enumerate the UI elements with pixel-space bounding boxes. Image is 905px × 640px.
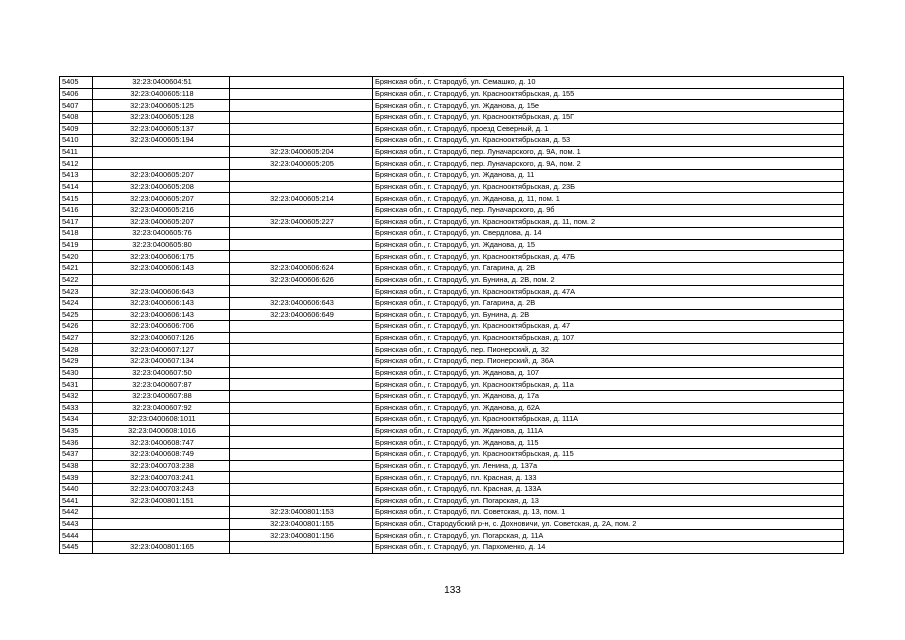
related-cadastral-number-cell: 32:23:0400605:205 xyxy=(230,158,373,170)
related-cadastral-number-cell xyxy=(230,228,373,240)
related-cadastral-number-cell xyxy=(230,239,373,251)
row-number-cell: 5443 xyxy=(60,518,93,530)
related-cadastral-number-cell xyxy=(230,286,373,298)
table-row xyxy=(60,309,844,321)
row-number-cell: 5414 xyxy=(60,181,93,193)
row-number-cell: 5418 xyxy=(60,228,93,240)
cadastral-number-cell: 32:23:0400606:143 xyxy=(93,309,230,321)
related-cadastral-number-cell xyxy=(230,344,373,356)
table-row xyxy=(60,542,844,554)
cadastral-number-cell: 32:23:0400606:643 xyxy=(93,286,230,298)
cadastral-number-cell: 32:23:0400604:51 xyxy=(93,77,230,89)
address-cell: Брянская обл., г. Стародуб, ул. Жданова, д. 11 xyxy=(373,170,844,182)
row-number-cell: 5409 xyxy=(60,123,93,135)
related-cadastral-number-cell xyxy=(230,88,373,100)
address-cell: Брянская обл., г. Стародуб, ул. Жданова, д. 111А xyxy=(373,425,844,437)
row-number-cell: 5438 xyxy=(60,460,93,472)
related-cadastral-number-cell xyxy=(230,402,373,414)
address-cell: Брянская обл., г. Стародуб, ул. Пархоменко, д. 14 xyxy=(373,542,844,554)
cadastral-number-cell: 32:23:0400703:238 xyxy=(93,460,230,472)
address-cell: Брянская обл., г. Стародуб, пл. Советская, д. 13, пом. 1 xyxy=(373,507,844,519)
table-row xyxy=(60,170,844,182)
address-cell: Брянская обл., г. Стародуб, пер. Луначарского, д. 9А, пом. 2 xyxy=(373,158,844,170)
address-cell: Брянская обл., г. Стародуб, ул. Краснооктябрьская, д. 47 xyxy=(373,321,844,333)
address-cell: Брянская обл., г. Стародуб, ул. Гагарина, д. 2В xyxy=(373,297,844,309)
address-cell: Брянская обл., г. Стародуб, ул. Жданова, д. 17а xyxy=(373,390,844,402)
cadastral-number-cell: 32:23:0400606:175 xyxy=(93,251,230,263)
related-cadastral-number-cell xyxy=(230,379,373,391)
related-cadastral-number-cell xyxy=(230,390,373,402)
cadastral-number-cell: 32:23:0400608:749 xyxy=(93,449,230,461)
row-number-cell: 5420 xyxy=(60,251,93,263)
address-cell: Брянская обл., г. Стародуб, ул. Свердлова, д. 14 xyxy=(373,228,844,240)
address-cell: Брянская обл., г. Стародуб, ул. Краснооктябрьская, д. 11, пом. 2 xyxy=(373,216,844,228)
row-number-cell: 5434 xyxy=(60,414,93,426)
cadastral-number-cell xyxy=(93,146,230,158)
row-number-cell: 5445 xyxy=(60,542,93,554)
address-cell: Брянская обл., г. Стародуб, пер. Пионерский, д. 36А xyxy=(373,356,844,368)
cadastral-register-table xyxy=(59,76,844,554)
related-cadastral-number-cell: 32:23:0400606:626 xyxy=(230,274,373,286)
table-row xyxy=(60,356,844,368)
related-cadastral-number-cell xyxy=(230,356,373,368)
row-number-cell: 5433 xyxy=(60,402,93,414)
row-number-cell: 5441 xyxy=(60,495,93,507)
cadastral-number-cell: 32:23:0400607:50 xyxy=(93,367,230,379)
address-cell: Брянская обл., г. Стародуб, ул. Жданова, д. 107 xyxy=(373,367,844,379)
row-number-cell: 5410 xyxy=(60,135,93,147)
cadastral-number-cell xyxy=(93,274,230,286)
table-row xyxy=(60,216,844,228)
related-cadastral-number-cell xyxy=(230,542,373,554)
cadastral-number-cell: 32:23:0400607:126 xyxy=(93,332,230,344)
related-cadastral-number-cell xyxy=(230,449,373,461)
cadastral-number-cell xyxy=(93,158,230,170)
related-cadastral-number-cell xyxy=(230,425,373,437)
row-number-cell: 5421 xyxy=(60,263,93,275)
row-number-cell: 5405 xyxy=(60,77,93,89)
cadastral-number-cell: 32:23:0400605:207 xyxy=(93,170,230,182)
cadastral-number-cell: 32:23:0400608:1011 xyxy=(93,414,230,426)
row-number-cell: 5411 xyxy=(60,146,93,158)
cadastral-number-cell: 32:23:0400606:143 xyxy=(93,263,230,275)
table-row xyxy=(60,518,844,530)
address-cell: Брянская обл., г. Стародуб, ул. Краснооктябрьская, д. 11а xyxy=(373,379,844,391)
address-cell: Брянская обл., г. Стародуб, ул. Жданова, д. 115 xyxy=(373,437,844,449)
cadastral-number-cell: 32:23:0400801:165 xyxy=(93,542,230,554)
related-cadastral-number-cell xyxy=(230,495,373,507)
related-cadastral-number-cell: 32:23:0400606:624 xyxy=(230,263,373,275)
related-cadastral-number-cell xyxy=(230,437,373,449)
address-cell: Брянская обл., г. Стародуб, ул. Семашко, д. 10 xyxy=(373,77,844,89)
related-cadastral-number-cell: 32:23:0400801:155 xyxy=(230,518,373,530)
cadastral-number-cell: 32:23:0400703:243 xyxy=(93,483,230,495)
row-number-cell: 5406 xyxy=(60,88,93,100)
table-row xyxy=(60,123,844,135)
address-cell: Брянская обл., г. Стародуб, ул. Гагарина, д. 2В xyxy=(373,263,844,275)
related-cadastral-number-cell: 32:23:0400606:643 xyxy=(230,297,373,309)
table-row xyxy=(60,332,844,344)
address-cell: Брянская обл., г. Стародуб, ул. Бунина, д. 2В, пом. 2 xyxy=(373,274,844,286)
related-cadastral-number-cell: 32:23:0400801:156 xyxy=(230,530,373,542)
table-row xyxy=(60,425,844,437)
cadastral-number-cell: 32:23:0400605:216 xyxy=(93,204,230,216)
related-cadastral-number-cell xyxy=(230,460,373,472)
table-row xyxy=(60,379,844,391)
table-row xyxy=(60,135,844,147)
related-cadastral-number-cell xyxy=(230,251,373,263)
table-row xyxy=(60,100,844,112)
table-row xyxy=(60,251,844,263)
related-cadastral-number-cell: 32:23:0400801:153 xyxy=(230,507,373,519)
address-cell: Брянская обл., г. Стародуб, ул. Краснооктябрьская, д. 23Б xyxy=(373,181,844,193)
row-number-cell: 5435 xyxy=(60,425,93,437)
table-row xyxy=(60,193,844,205)
table-row xyxy=(60,437,844,449)
row-number-cell: 5416 xyxy=(60,204,93,216)
cadastral-number-cell: 32:23:0400605:208 xyxy=(93,181,230,193)
address-cell: Брянская обл., г. Стародуб, ул. Краснооктябрьская, д. 111А xyxy=(373,414,844,426)
table-row xyxy=(60,460,844,472)
address-cell: Брянская обл., Стародубский р-н, с. Дохновичи, ул. Советская, д. 2А, пом. 2 xyxy=(373,518,844,530)
related-cadastral-number-cell xyxy=(230,123,373,135)
cadastral-number-cell: 32:23:0400607:88 xyxy=(93,390,230,402)
cadastral-number-cell: 32:23:0400606:143 xyxy=(93,297,230,309)
address-cell: Брянская обл., г. Стародуб, ул. Ленина, д. 137а xyxy=(373,460,844,472)
row-number-cell: 5412 xyxy=(60,158,93,170)
related-cadastral-number-cell xyxy=(230,100,373,112)
cadastral-number-cell: 32:23:0400605:128 xyxy=(93,111,230,123)
related-cadastral-number-cell: 32:23:0400606:649 xyxy=(230,309,373,321)
table-row xyxy=(60,321,844,333)
cadastral-number-cell: 32:23:0400605:137 xyxy=(93,123,230,135)
related-cadastral-number-cell xyxy=(230,170,373,182)
cadastral-number-cell xyxy=(93,507,230,519)
row-number-cell: 5427 xyxy=(60,332,93,344)
cadastral-number-cell: 32:23:0400605:80 xyxy=(93,239,230,251)
table-row xyxy=(60,297,844,309)
row-number-cell: 5442 xyxy=(60,507,93,519)
address-cell: Брянская обл., г. Стародуб, ул. Жданова, д. 15 xyxy=(373,239,844,251)
related-cadastral-number-cell xyxy=(230,135,373,147)
cadastral-number-cell: 32:23:0400607:87 xyxy=(93,379,230,391)
row-number-cell: 5431 xyxy=(60,379,93,391)
row-number-cell: 5413 xyxy=(60,170,93,182)
table-row xyxy=(60,483,844,495)
related-cadastral-number-cell xyxy=(230,181,373,193)
cadastral-number-cell: 32:23:0400607:92 xyxy=(93,402,230,414)
cadastral-number-cell: 32:23:0400605:194 xyxy=(93,135,230,147)
address-cell: Брянская обл., г. Стародуб, ул. Краснооктябрьская, д. 155 xyxy=(373,88,844,100)
related-cadastral-number-cell xyxy=(230,472,373,484)
cadastral-number-cell: 32:23:0400801:151 xyxy=(93,495,230,507)
cadastral-number-cell: 32:23:0400605:118 xyxy=(93,88,230,100)
table-row xyxy=(60,239,844,251)
cadastral-number-cell xyxy=(93,518,230,530)
row-number-cell: 5430 xyxy=(60,367,93,379)
table-row xyxy=(60,530,844,542)
row-number-cell: 5407 xyxy=(60,100,93,112)
cadastral-number-cell: 32:23:0400608:1016 xyxy=(93,425,230,437)
table-row xyxy=(60,263,844,275)
row-number-cell: 5419 xyxy=(60,239,93,251)
related-cadastral-number-cell xyxy=(230,367,373,379)
row-number-cell: 5408 xyxy=(60,111,93,123)
related-cadastral-number-cell: 32:23:0400605:227 xyxy=(230,216,373,228)
related-cadastral-number-cell xyxy=(230,414,373,426)
table-row xyxy=(60,507,844,519)
table-row xyxy=(60,390,844,402)
row-number-cell: 5417 xyxy=(60,216,93,228)
table-row xyxy=(60,111,844,123)
row-number-cell: 5426 xyxy=(60,321,93,333)
row-number-cell: 5428 xyxy=(60,344,93,356)
table-row xyxy=(60,367,844,379)
table-row xyxy=(60,77,844,89)
table-row xyxy=(60,495,844,507)
related-cadastral-number-cell: 32:23:0400605:204 xyxy=(230,146,373,158)
address-cell: Брянская обл., г. Стародуб, ул. Жданова, д. 11, пом. 1 xyxy=(373,193,844,205)
table-row xyxy=(60,402,844,414)
row-number-cell: 5415 xyxy=(60,193,93,205)
table-row xyxy=(60,414,844,426)
cadastral-number-cell: 32:23:0400605:207 xyxy=(93,193,230,205)
address-cell: Брянская обл., г. Стародуб, проезд Северный, д. 1 xyxy=(373,123,844,135)
address-cell: Брянская обл., г. Стародуб, пер. Луначарского, д. 9А, пом. 1 xyxy=(373,146,844,158)
table-row xyxy=(60,344,844,356)
address-cell: Брянская обл., г. Стародуб, ул. Краснооктябрьская, д. 115 xyxy=(373,449,844,461)
cadastral-number-cell: 32:23:0400606:706 xyxy=(93,321,230,333)
row-number-cell: 5436 xyxy=(60,437,93,449)
related-cadastral-number-cell xyxy=(230,483,373,495)
cadastral-number-cell xyxy=(93,530,230,542)
table-row xyxy=(60,274,844,286)
row-number-cell: 5439 xyxy=(60,472,93,484)
table-row xyxy=(60,472,844,484)
table-row xyxy=(60,449,844,461)
related-cadastral-number-cell xyxy=(230,111,373,123)
address-cell: Брянская обл., г. Стародуб, пл. Красная, д. 133А xyxy=(373,483,844,495)
related-cadastral-number-cell xyxy=(230,77,373,89)
cadastral-number-cell: 32:23:0400605:76 xyxy=(93,228,230,240)
cadastral-number-cell: 32:23:0400605:207 xyxy=(93,216,230,228)
related-cadastral-number-cell xyxy=(230,321,373,333)
row-number-cell: 5432 xyxy=(60,390,93,402)
table-row xyxy=(60,181,844,193)
address-cell: Брянская обл., г. Стародуб, пл. Красная, д. 133 xyxy=(373,472,844,484)
row-number-cell: 5425 xyxy=(60,309,93,321)
cadastral-number-cell: 32:23:0400607:127 xyxy=(93,344,230,356)
row-number-cell: 5444 xyxy=(60,530,93,542)
cadastral-number-cell: 32:23:0400608:747 xyxy=(93,437,230,449)
address-cell: Брянская обл., г. Стародуб, ул. Краснооктябрьская, д. 47Б xyxy=(373,251,844,263)
row-number-cell: 5422 xyxy=(60,274,93,286)
row-number-cell: 5429 xyxy=(60,356,93,368)
table-row xyxy=(60,204,844,216)
cadastral-number-cell: 32:23:0400605:125 xyxy=(93,100,230,112)
table-row xyxy=(60,88,844,100)
related-cadastral-number-cell xyxy=(230,204,373,216)
address-cell: Брянская обл., г. Стародуб, ул. Жданова, д. 62А xyxy=(373,402,844,414)
address-cell: Брянская обл., г. Стародуб, ул. Погарская, д. 11А xyxy=(373,530,844,542)
table-row xyxy=(60,228,844,240)
address-cell: Брянская обл., г. Стародуб, ул. Погарская, д. 13 xyxy=(373,495,844,507)
cadastral-number-cell: 32:23:0400703:241 xyxy=(93,472,230,484)
row-number-cell: 5437 xyxy=(60,449,93,461)
table-row xyxy=(60,286,844,298)
address-cell: Брянская обл., г. Стародуб, ул. Краснооктябрьская, д. 107 xyxy=(373,332,844,344)
address-cell: Брянская обл., г. Стародуб, пер. Пионерский, д. 32 xyxy=(373,344,844,356)
table-row xyxy=(60,146,844,158)
address-cell: Брянская обл., г. Стародуб, ул. Краснооктябрьская, д. 53 xyxy=(373,135,844,147)
register-table-body xyxy=(60,77,844,554)
page-number: 133 xyxy=(444,585,461,596)
table-row xyxy=(60,158,844,170)
address-cell: Брянская обл., г. Стародуб, ул. Краснооктябрьская, д. 15Г xyxy=(373,111,844,123)
address-cell: Брянская обл., г. Стародуб, ул. Жданова, д. 15е xyxy=(373,100,844,112)
address-cell: Брянская обл., г. Стародуб, пер. Луначарского, д. 9б xyxy=(373,204,844,216)
cadastral-number-cell: 32:23:0400607:134 xyxy=(93,356,230,368)
row-number-cell: 5424 xyxy=(60,297,93,309)
row-number-cell: 5423 xyxy=(60,286,93,298)
related-cadastral-number-cell xyxy=(230,332,373,344)
address-cell: Брянская обл., г. Стародуб, ул. Краснооктябрьская, д. 47А xyxy=(373,286,844,298)
address-cell: Брянская обл., г. Стародуб, ул. Бунина, д. 2В xyxy=(373,309,844,321)
related-cadastral-number-cell: 32:23:0400605:214 xyxy=(230,193,373,205)
row-number-cell: 5440 xyxy=(60,483,93,495)
